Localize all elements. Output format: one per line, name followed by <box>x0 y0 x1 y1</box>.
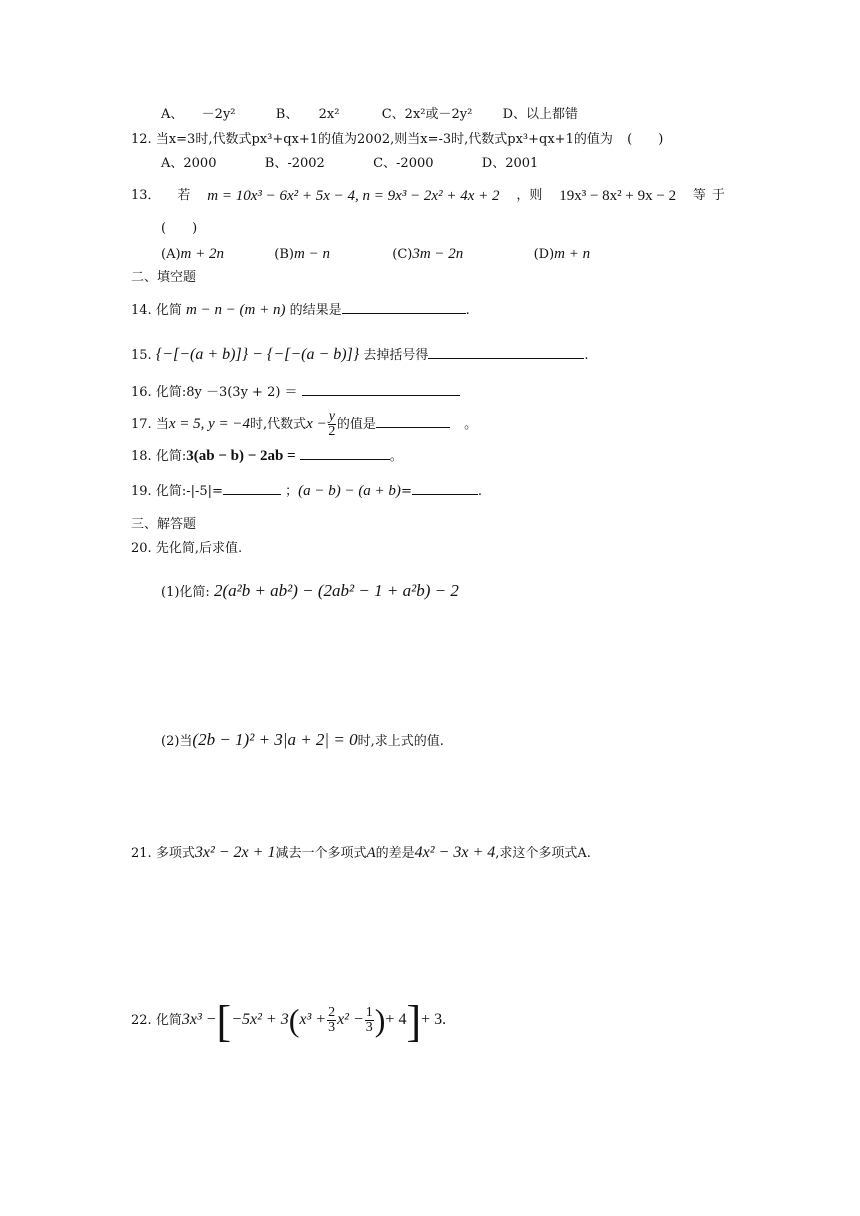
q22-left-bracket: [ <box>216 997 232 1046</box>
q17-frac-numerator: y <box>328 409 335 424</box>
q11-option-b-value: 2x² <box>318 107 340 122</box>
q14-expr: m − n − (m + n) <box>185 302 286 318</box>
q22-term5: + 4 <box>385 1011 407 1028</box>
q12-option-a: A、2000 <box>161 156 217 171</box>
q20-stem <box>131 541 242 557</box>
q22-term4: x² − <box>337 1011 364 1028</box>
q20-part2-label: (2)当 <box>161 734 193 749</box>
q20-part1 <box>161 580 459 604</box>
q17-fraction <box>328 410 336 439</box>
q12-option-c: C、-2000 <box>373 156 434 171</box>
q18-answer-blank[interactable] <box>300 447 390 460</box>
q17-answer-blank[interactable] <box>376 415 450 428</box>
q11-option-d: D、以上都错 <box>502 107 579 122</box>
q20-part1-label: (1)化简: <box>161 585 210 600</box>
q16-number: 16. <box>131 385 152 400</box>
q19-blank-2[interactable] <box>412 482 478 495</box>
q22-frac1-denominator: 3 <box>328 1020 336 1035</box>
q22 <box>131 996 446 1044</box>
q22-fraction-1 <box>327 1006 336 1035</box>
q16-answer-blank[interactable] <box>302 383 460 396</box>
q15-end: . <box>584 348 589 363</box>
q16 <box>131 383 460 401</box>
q11-option-b-label: B、 <box>275 107 299 122</box>
q20-part2-expr: (2b − 1)² + 3|a + 2| = 0 <box>192 730 358 749</box>
q22-frac2-numerator: 1 <box>365 1005 373 1020</box>
q12-options <box>161 156 538 172</box>
q12-text: 当x=3时,代数式px³+qx+1的值为2002,则当x=-3时,代数式px³+qx+1的值为 <box>155 132 613 147</box>
q21-var: A <box>366 845 376 861</box>
q17-post: 的值是 <box>336 417 376 432</box>
q21-expr1: 3x² − 2x + 1 <box>194 844 276 861</box>
q12-option-d: D、2001 <box>481 156 539 171</box>
q13-answer-paren: ( ) <box>161 221 198 236</box>
q22-frac1-numerator: 2 <box>328 1005 336 1020</box>
q18-end: 。 <box>389 449 403 464</box>
q15-answer-blank[interactable] <box>428 346 584 359</box>
q14-end: . <box>465 303 470 318</box>
q13-number: 13． <box>131 188 161 203</box>
q21-expr2: 4x² − 3x + 4 <box>414 844 496 861</box>
q21-post: ,求这个多项式A. <box>495 846 591 861</box>
q13-expr-target: 19x³ − 8x² + 9x − 2 <box>559 188 677 204</box>
q17-mid: 时,代数式 <box>250 417 307 432</box>
q12-option-b: B、-2002 <box>264 156 325 171</box>
q19 <box>131 482 482 500</box>
q20-number: 20. <box>131 541 152 556</box>
q18 <box>131 447 403 465</box>
q14-number: 14. <box>131 303 152 318</box>
q19-end: . <box>477 484 482 499</box>
q14-post: 的结果是 <box>289 303 342 318</box>
q20-part2-post: 时,求上式的值. <box>357 734 444 749</box>
q20-part2 <box>161 729 444 753</box>
q13-option-b-expr: m − n <box>294 246 330 262</box>
q11-options <box>161 107 578 123</box>
q22-right-paren: ) <box>374 1002 386 1038</box>
q18-number: 18. <box>131 449 152 464</box>
q13-option-a-expr: m + 2n <box>180 246 225 262</box>
q13-mid: ，则 <box>516 188 543 203</box>
q13-option-c-expr: 3m − 2n <box>412 246 464 262</box>
q15-post: 去掉括号得 <box>363 348 429 363</box>
q22-right-bracket: ] <box>406 997 422 1046</box>
q11-option-a-label: A、 <box>161 107 184 122</box>
q12-stem <box>131 132 663 148</box>
q17-frac-denominator: 2 <box>328 424 336 439</box>
q13-option-a-label: (A) <box>161 247 181 262</box>
q14-answer-blank[interactable] <box>342 301 466 314</box>
q17-number: 17. <box>131 417 152 432</box>
q22-fraction-2 <box>365 1006 374 1035</box>
q20-text: 先化简,后求值. <box>155 541 243 556</box>
q22-term6: + 3. <box>421 1011 447 1028</box>
q19-eq: = <box>400 484 412 499</box>
q13-option-d-label: (D) <box>533 247 555 262</box>
q21 <box>131 843 591 864</box>
q22-term2: −5x² + 3 <box>231 1011 289 1028</box>
q12-number: 12. <box>131 132 152 147</box>
q14 <box>131 301 470 319</box>
q19-blank-1[interactable] <box>223 482 281 495</box>
q21-mid1: 减去一个多项式 <box>275 846 367 861</box>
q15 <box>131 346 589 364</box>
q22-number: 22. <box>131 1013 152 1028</box>
q17-end: 。 <box>464 417 478 432</box>
q22-left-paren: ( <box>288 1002 300 1038</box>
q21-mid2: 的差是 <box>375 846 415 861</box>
q12-answer-paren: ( ) <box>627 132 664 147</box>
q14-pre: 化简 <box>155 303 182 318</box>
q21-pre: 多项式 <box>155 846 195 861</box>
q19-separator: ； <box>285 484 299 499</box>
q22-term3: x³ + <box>299 1011 327 1028</box>
q13-stem <box>131 188 731 204</box>
q20-part1-expr: 2(a²b + ab²) − (2ab² − 1 + a²b) − 2 <box>213 581 459 600</box>
q18-expr: 3(ab − b) − 2ab = <box>186 448 296 464</box>
section-solve-heading: 三、解答题 <box>131 517 197 532</box>
q19-expr: (a − b) − (a + b) <box>298 483 401 499</box>
q13-options <box>161 246 590 263</box>
q19-number: 19. <box>131 484 152 499</box>
q21-number: 21. <box>131 846 152 861</box>
q13-option-b-label: (B) <box>274 247 294 262</box>
q17-pre: 当 <box>155 417 169 432</box>
q17-expr-x: x − <box>306 416 327 432</box>
q19-pre: 化简:-|-5|= <box>155 484 223 499</box>
q22-frac2-denominator: 3 <box>365 1020 373 1035</box>
q15-number: 15. <box>131 348 152 363</box>
q16-text: 化简:8y －3(3y + 2) ＝ <box>155 385 298 400</box>
q11-option-c: C、2x²或－2y² <box>381 107 473 122</box>
q13-option-c-label: (C) <box>392 247 413 262</box>
q17 <box>131 408 477 440</box>
q22-term1: 3x³ − <box>181 1011 217 1028</box>
q18-pre: 化简: <box>155 449 187 464</box>
q13-suffix: 等于 <box>692 188 731 203</box>
q11-option-a-value: －2y² <box>201 107 236 122</box>
q13-prefix: 若 <box>177 188 191 203</box>
q22-pre: 化简 <box>155 1013 182 1028</box>
q17-condition: x = 5, y = −4 <box>168 416 251 432</box>
q15-expr: {−[−(a + b)]} − {−[−(a − b)]} <box>155 346 360 363</box>
section-fill-in-heading: 二、填空题 <box>131 270 197 285</box>
q13-option-d-expr: m + n <box>554 246 591 262</box>
q13-expr-mn: m = 10x³ − 6x² + 5x − 4, n = 9x³ − 2x² + 4x + 2 <box>207 188 500 204</box>
